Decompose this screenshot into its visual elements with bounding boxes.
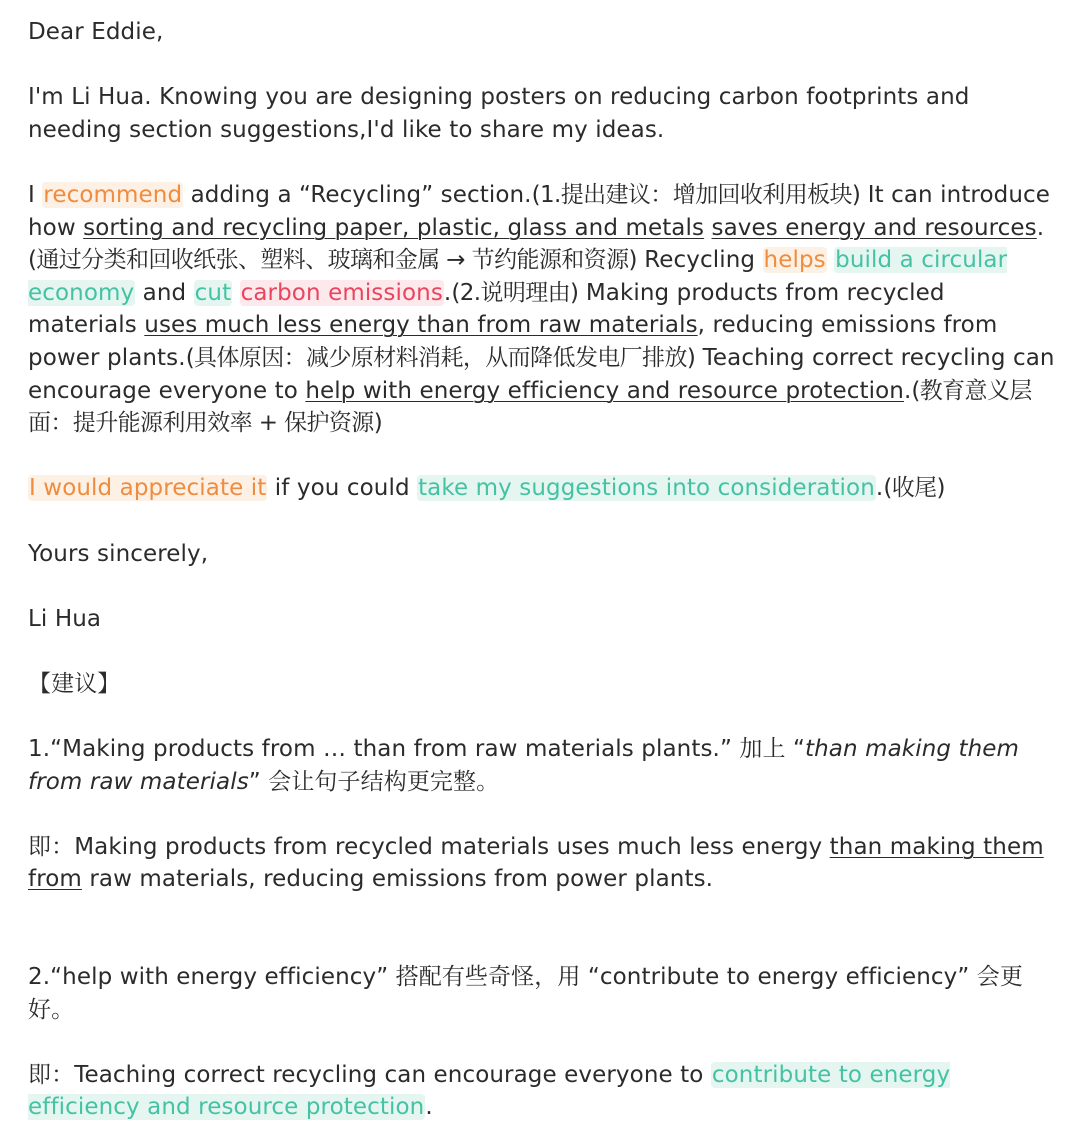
text-run: .: [875, 475, 884, 502]
text-run: .: [1036, 214, 1045, 241]
text-run: raw materials, reducing emissions from power plants.: [81, 866, 714, 893]
underline-phrase: help with energy efficiency and resource protection: [305, 377, 904, 404]
highlight-appreciate: I would appreciate it: [29, 475, 267, 502]
text-run: I: [28, 181, 43, 208]
text-run: .: [425, 1094, 433, 1121]
annotation-note: (1.提出建议：增加回收利用板块): [531, 181, 861, 208]
highlight-carbon-emissions: carbon emissions: [240, 279, 443, 306]
text-run: if you could: [267, 475, 418, 502]
annotation-note: (收尾): [883, 475, 945, 502]
text-run: 即：Making products from recycled materials uses much less energy: [28, 833, 830, 860]
suggestions-header: 【建议】: [28, 670, 121, 697]
text-run: ” 会让句子结构更完整。: [248, 768, 500, 795]
text-run: 1.“Making products from … than from raw materials plants.” 加上 “: [28, 736, 806, 763]
highlight-helps: helps: [763, 247, 826, 274]
suggestion-item-1: [28, 733, 1056, 798]
highlight-circular-economy: build a circular economy: [28, 247, 1008, 306]
text-run: and: [135, 279, 194, 306]
highlight-recommend: recommend: [43, 181, 183, 208]
text-run: 即：Teaching correct recycling can encourage everyone to: [28, 1061, 711, 1088]
text-run: Making products from recycled materials: [28, 279, 945, 339]
intro-paragraph: I'm Li Hua. Knowing you are designing posters on reducing carbon footprints and needing section suggestions,I'd like to share my ideas.: [28, 84, 970, 143]
highlight-consideration: take my suggestions into consideration: [418, 475, 875, 502]
underline-phrase: than making them from: [28, 833, 1044, 893]
text-run: [232, 280, 239, 306]
signoff: Yours sincerely,: [28, 540, 209, 567]
text-run: .: [443, 279, 452, 306]
greeting: Dear Eddie,: [28, 19, 164, 45]
suggestion-example-1: [28, 831, 1056, 896]
annotation-note: (通过分类和回收纸张、塑料、玻璃和金属 → 节约能源和资源): [28, 247, 637, 274]
suggestion-example-2: [28, 1059, 1056, 1124]
text-run: Recycling: [636, 247, 763, 274]
highlight-contribute: contribute to energy efficiency and resource protection: [28, 1061, 951, 1121]
closing-paragraph: [28, 472, 1056, 505]
text-run: , reducing emissions from power plants.: [28, 312, 998, 371]
underline-phrase: sorting and recycling paper, plastic, glass and metals: [83, 214, 705, 241]
underline-phrase: saves energy and resources: [711, 214, 1037, 241]
italic-phrase: than making them from raw materials: [28, 736, 1020, 795]
text-run: It can introduce how: [28, 181, 1051, 241]
body-paragraph: [28, 179, 1056, 440]
text-run: [704, 215, 711, 241]
text-run: .: [903, 377, 912, 404]
text-run: Teaching correct recycling can encourage everyone to: [28, 344, 1055, 404]
annotation-note: (2.说明理由): [451, 279, 579, 306]
annotation-note: (教育意义层面：提升能源利用效率 + 保护资源): [28, 377, 1032, 437]
underline-phrase: uses much less energy than from raw materials: [144, 312, 698, 339]
highlight-cut: cut: [194, 279, 232, 306]
suggestion-item-2: 2.“help with energy efficiency” 搭配有些奇怪，用 “contribute to energy efficiency” 会更好。: [28, 964, 1024, 1023]
text-run: adding a “Recycling” section.: [183, 181, 532, 208]
signature: Li Hua: [28, 605, 102, 632]
document-body: [28, 16, 1056, 1124]
annotation-note: (具体原因：减少原材料消耗，从而降低发电厂排放): [185, 344, 696, 371]
